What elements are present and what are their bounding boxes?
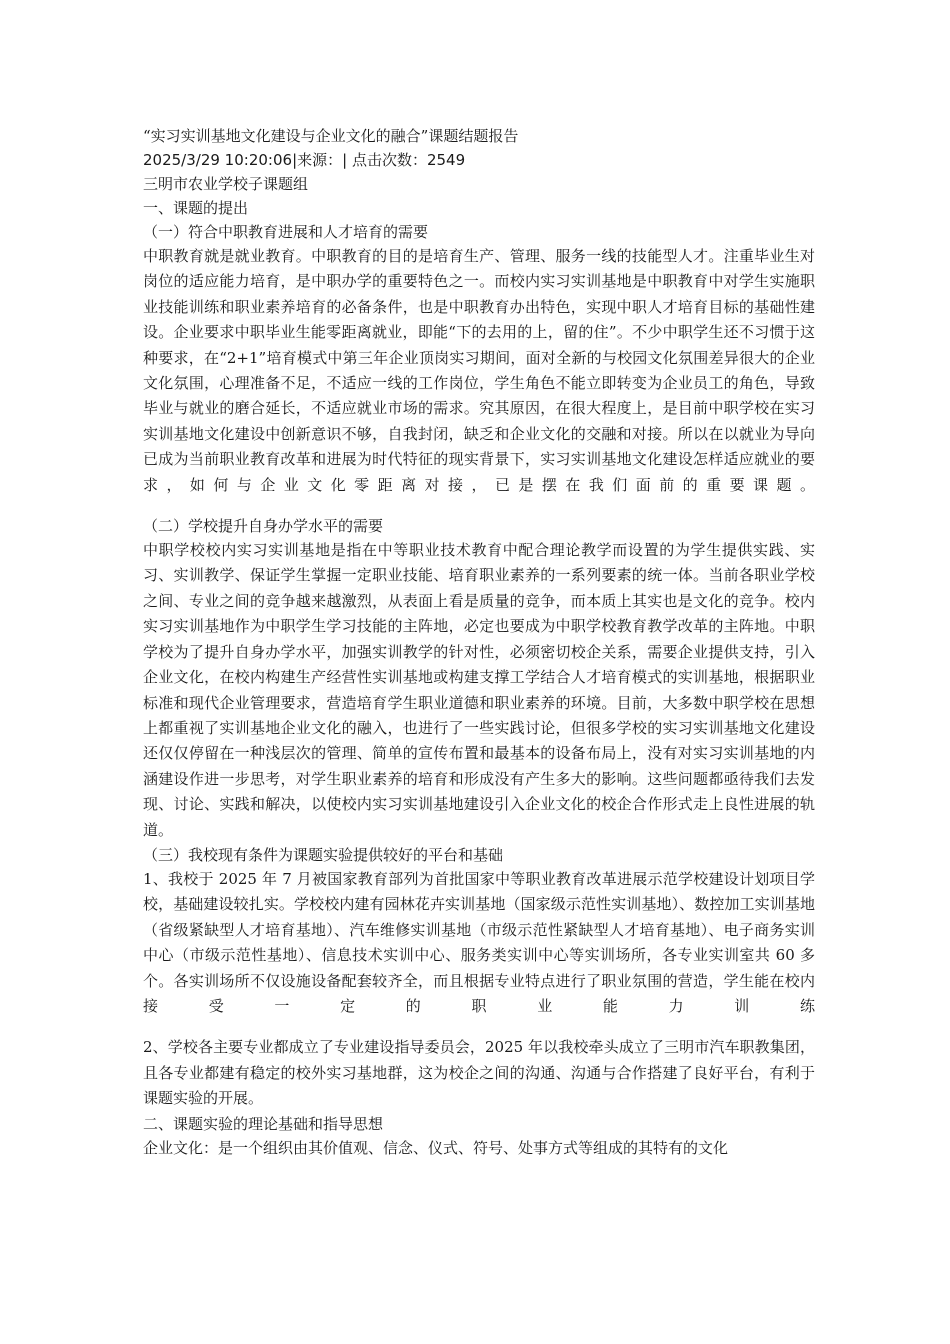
section-heading: 二、课题实验的理论基础和指导思想 — [143, 1114, 384, 1133]
document-page — [143, 124, 815, 1161]
paragraph-gap — [143, 1019, 815, 1035]
paragraph: 中职学校校内实习实训基地是指在中等职业技术教育中配合理论教学而设置的为学生提供实践、实习、实训教学、保证学生掌握一定职业技能、培育职业素养的一系列要素的统一体。当前各职业学校之间、专业之间的竞争越来越激烈，从表面上看是质量的竞争，而本质上其实也是文化的竞争。校内实习实训基地作为中职学生学习技能的主阵地，必定也要成为中职学校教育教学改革的主阵地。中职学校为了提升自身办学水平，加强实训教学的针对性，必须密切校企关系，需要企业提供支持，引入企业文化，在校内构建生产经营性实训基地或构建支撑工学结合人才培育模式的实训基地，根据职业标准和现代企业管理要求，营造培育学生职业道德和职业素养的环境。目前，大多数中职学校在思想上都重视了实训基地企业文化的融入，也进行了一些实践讨论，但很多学校的实习实训基地文化建设还仅仅停留在一种浅层次的管理、简单的宣传布置和最基本的设备布局上，没有对实习实训基地的内涵建设作进一步思考，对学生职业素养的培育和形成没有产生多大的影响。这些问题都亟待我们去发现、讨论、实践和解决，以使校内实习实训基地建设引入企业文化的校企合作形式走上良性进展的轨道。 — [143, 541, 815, 839]
author-org: 三明市农业学校子课题组 — [143, 175, 309, 193]
meta-line — [143, 148, 815, 172]
click-count: 2549 — [426, 151, 466, 169]
source-label: |来源：| — [292, 151, 348, 169]
report-title: “实习实训基地文化建设与企业文化的融合”课题结题报告 — [143, 127, 519, 145]
paragraph: 中职教育就是就业教育。中职教育的目的是培育生产、管理、服务一线的技能型人才。注重毕业生对岗位的适应能力培育，是中职办学的重要特色之一。而校内实习实训基地是中职教育中对学生实施职业技能训练和职业素养培育的必备条件，也是中职教育办出特色，实现中职人才培育目标的基础性建设。企业要求中职毕业生能零距离就业，即能“下的去用的上，留的住”。不少中职学生还不习惯于这种要求，在“2+1”培育模式中第三年企业顶岗实习期间，面对全新的与校园文化氛围差异很大的企业文化氛围，心理准备不足，不适应一线的工作岗位，学生角色不能立即转变为企业员工的角色，导致毕业与就业的磨合延长，不适应就业市场的需求。究其原因，在很大程度上，是目前中职学校在实习实训基地文化建设中创新意识不够，自我封闭，缺乏和企业文化的交融和对接。所以在以就业为导向已成为当前职业教育改革和进展为时代特征的现实背景下，实习实训基地文化建设怎样适应就业的要求，如何与企业文化零距离对接，已是摆在我们面前的重要课题。 — [143, 247, 815, 494]
paragraph: 2、学校各主要专业都成立了专业建设指导委员会，2025 年以我校牵头成立了三明市汽车职教集团，且各专业都建有稳定的校外实习基地群，这为校企之间的沟通、沟通与合作搭建了良好平台，有利于课题实验的开展。 — [143, 1038, 815, 1108]
paragraph: 企业文化：是一个组织由其价值观、信念、仪式、符号、处事方式等组成的其特有的文化 — [143, 1138, 729, 1157]
publish-datetime: 2025/3/29 10:20:06 — [143, 151, 293, 169]
paragraph: 1、我校于 2025 年 7 月被国家教育部列为首批国家中等职业教育改革进展示范学校建设计划项目学校，基础建设较扎实。学校校内建有园林花卉实训基地（国家级示范性实训基地）、数控加工实训基地（省级紧缺型人才培育基地）、汽车维修实训基地（市级示范性紧缺型人才培育基地）、电子商务实训中心（市级示范性基地）、信息技术实训中心、服务类实训中心等实训场所，各专业实训室共 60 多个。各实训场所不仅设施设备配套较齐全，而且根据专业特点进行了职业氛围的营造，学生能在校内接受一定的职业能力训练 — [143, 869, 815, 1015]
subsection-heading: （三）我校现有条件为课题实验提供较好的平台和基础 — [143, 845, 504, 864]
subsection-heading: （二）学校提升自身办学水平的需要 — [143, 517, 384, 536]
paragraph-gap — [143, 498, 815, 514]
section-heading: 一、课题的提出 — [143, 199, 249, 217]
subsection-heading: （一）符合中职教育进展和人才培育的需要 — [143, 223, 429, 241]
clicks-label: 点击次数： — [347, 151, 427, 169]
